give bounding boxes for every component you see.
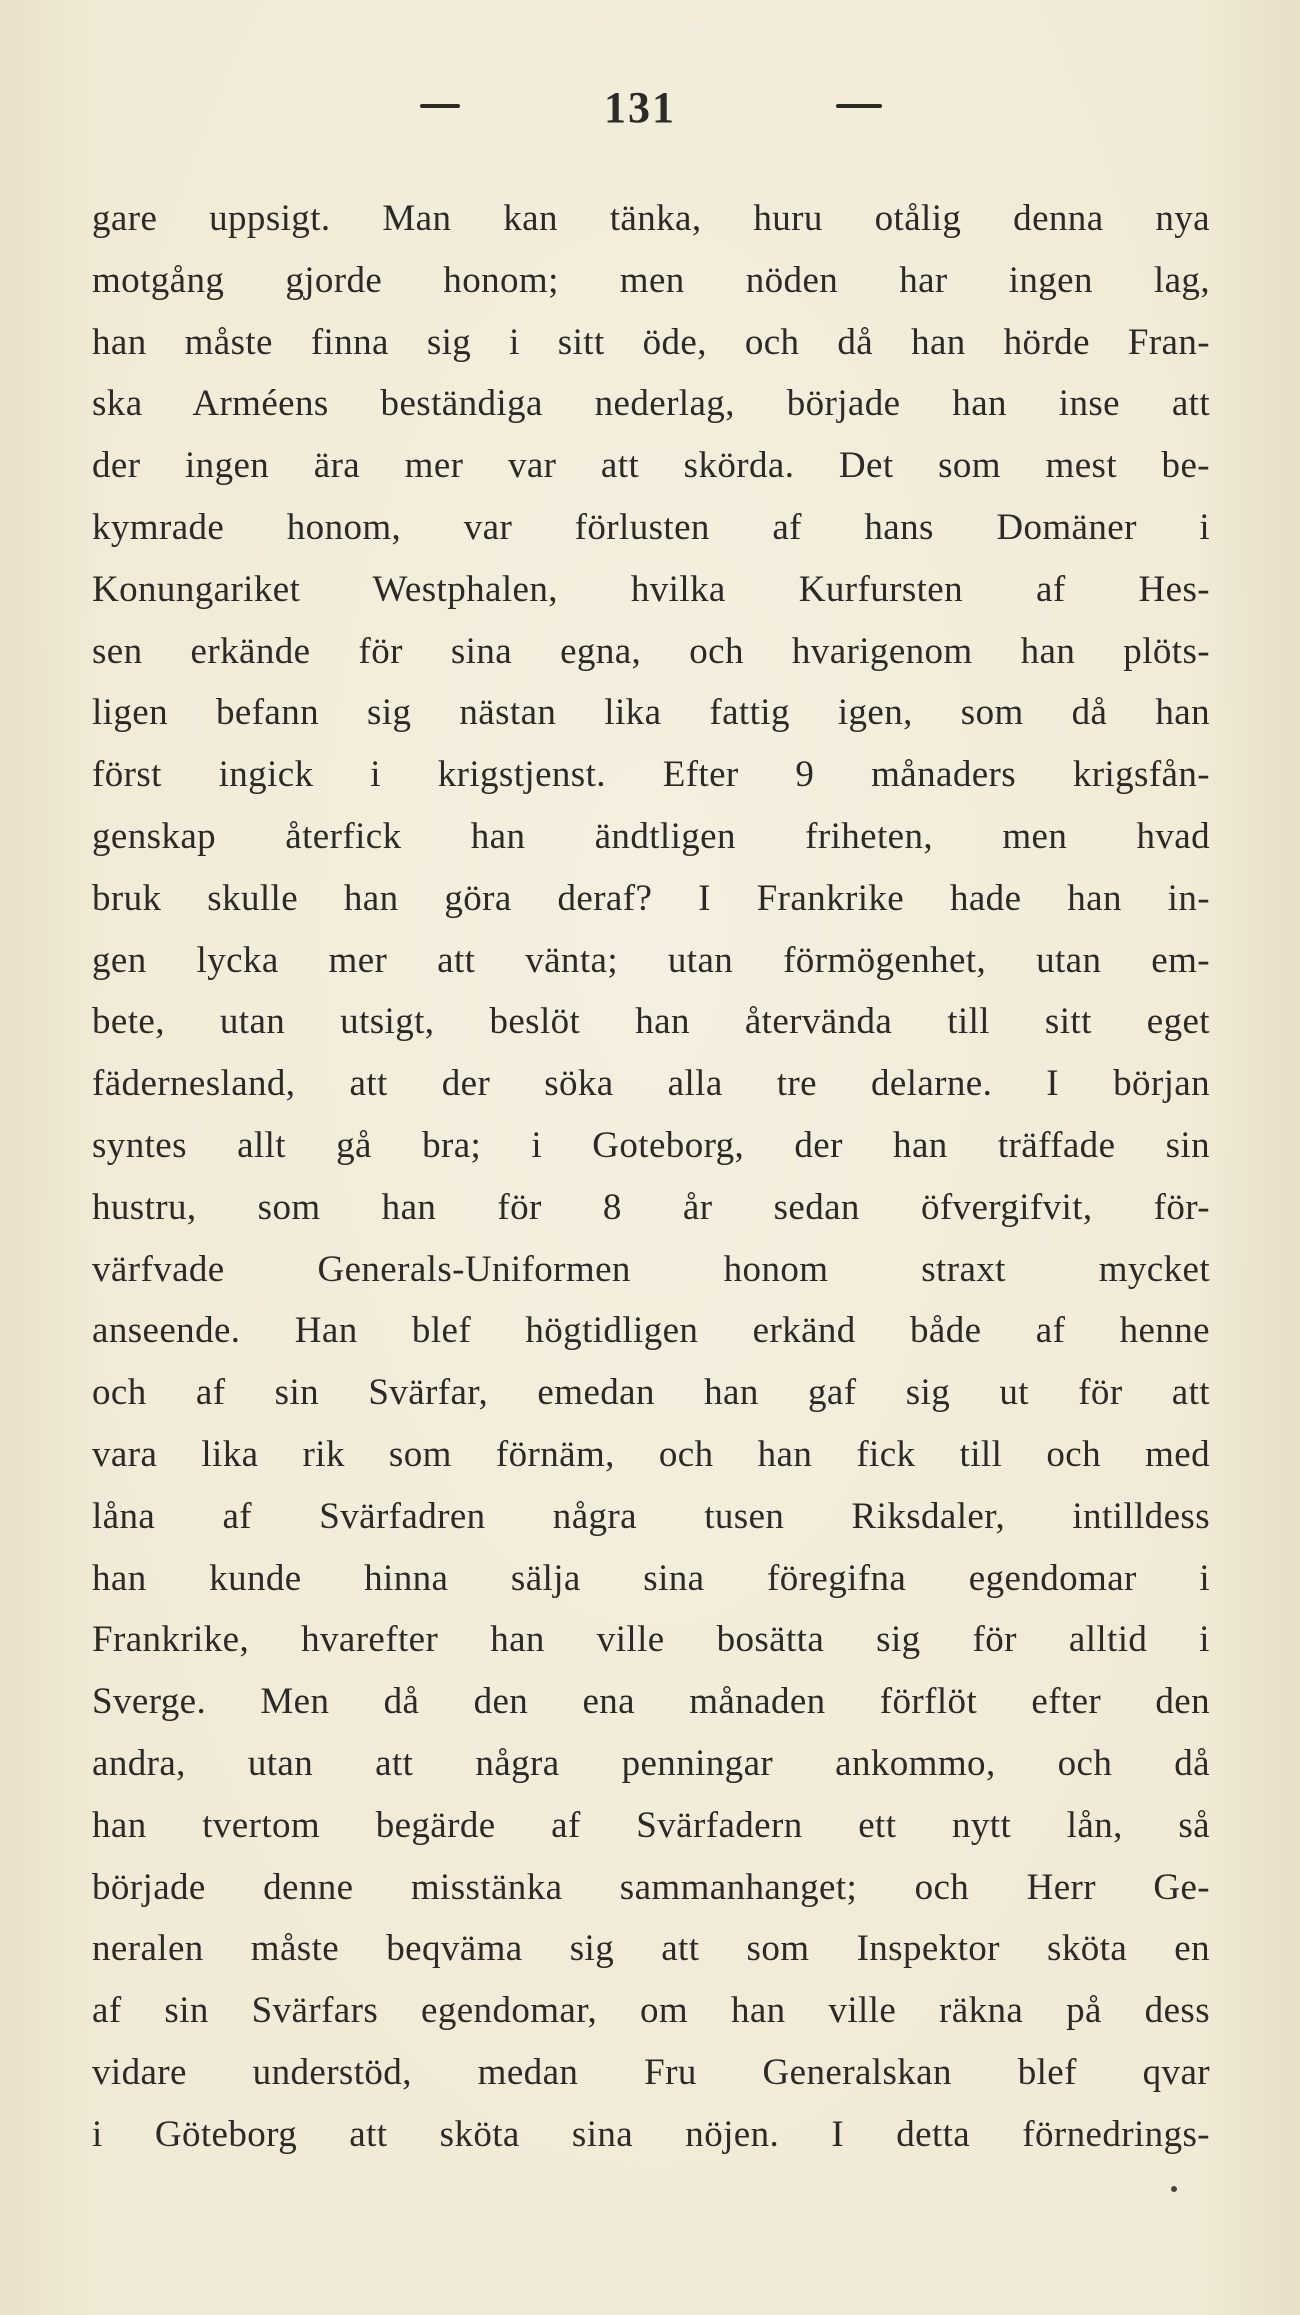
body-text — [92, 188, 1210, 2166]
text-line: af sin Svärfars egendomar, om han ville räkna på dess — [92, 1990, 1210, 2032]
text-line: vidare understöd, medan Fru Generalskan blef qvar — [92, 2051, 1210, 2093]
text-line: syntes allt gå bra; i Goteborg, der han träffade sin — [92, 1124, 1210, 1166]
text-line: neralen måste beqväma sig att som Inspektor sköta en — [92, 1928, 1210, 1970]
text-line: andra, utan att några penningar ankommo, och då — [92, 1742, 1210, 1784]
page-number: 131 — [604, 83, 676, 132]
text-line: värfvade Generals-Uniformen honom straxt mycket — [92, 1248, 1210, 1290]
text-line: började denne misstänka sammanhanget; och Herr Ge- — [92, 1866, 1210, 1908]
right-dash — [836, 104, 882, 108]
text-line: bruk skulle han göra deraf? I Frankrike hade han in- — [92, 877, 1210, 919]
text-line: Konungariket Westphalen, hvilka Kurfursten af Hes- — [92, 568, 1210, 610]
text-line: Sverge. Men då den ena månaden förflöt efter den — [92, 1681, 1210, 1723]
text-line: gen lycka mer att vänta; utan förmögenhet, utan em- — [92, 939, 1210, 981]
text-line: hustru, som han för 8 år sedan öfvergifvit, för- — [92, 1186, 1210, 1228]
text-line: sen erkände för sina egna, och hvarigenom han plöts- — [92, 630, 1210, 672]
text-line: gare uppsigt. Man kan tänka, huru otålig denna nya — [92, 198, 1210, 239]
text-line: vara lika rik som förnäm, och han fick till och med — [92, 1433, 1210, 1475]
text-line: i Göteborg att sköta sina nöjen. I detta förnedrings- — [92, 2113, 1210, 2155]
text-line: bete, utan utsigt, beslöt han återvända till sitt eget — [92, 1001, 1210, 1043]
text-line: genskap återfick han ändtligen friheten, men hvad — [92, 815, 1210, 857]
page-header — [0, 82, 1300, 142]
text-line: Frankrike, hvarefter han ville bosätta sig för alltid i — [92, 1619, 1210, 1661]
text-line: och af sin Svärfar, emedan han gaf sig ut för att — [92, 1372, 1210, 1414]
ink-speck — [1171, 2186, 1177, 2192]
text-line: anseende. Han blef högtidligen erkänd både af henne — [92, 1310, 1210, 1352]
text-line: han kunde hinna sälja sina föregifna egendomar i — [92, 1557, 1210, 1599]
text-line: han tvertom begärde af Svärfadern ett nytt lån, så — [92, 1804, 1210, 1846]
text-line: motgång gjorde honom; men nöden har ingen lag, — [92, 259, 1210, 301]
text-line: fäderneslаnd, att der söka alla tre delarne. I början — [92, 1063, 1210, 1105]
text-line: låna af Svärfadren några tusen Riksdaler, intilldess — [92, 1495, 1210, 1537]
text-line: ska Arméens beständiga nederlag, började han inse att — [92, 383, 1210, 425]
text-line: kymrade honom, var förlusten af hans Domäner i — [92, 506, 1210, 548]
left-dash — [420, 104, 460, 108]
text-line: han måste finna sig i sitt öde, och då han hörde Fran- — [92, 321, 1210, 363]
text-line: först ingick i krigstjenst. Efter 9 månaders krigsfån- — [92, 754, 1210, 796]
text-line: ligen befann sig nästan lika fattig igen, som då han — [92, 692, 1210, 734]
text-line: der ingen ära mer var att skörda. Det som mest be- — [92, 445, 1210, 487]
